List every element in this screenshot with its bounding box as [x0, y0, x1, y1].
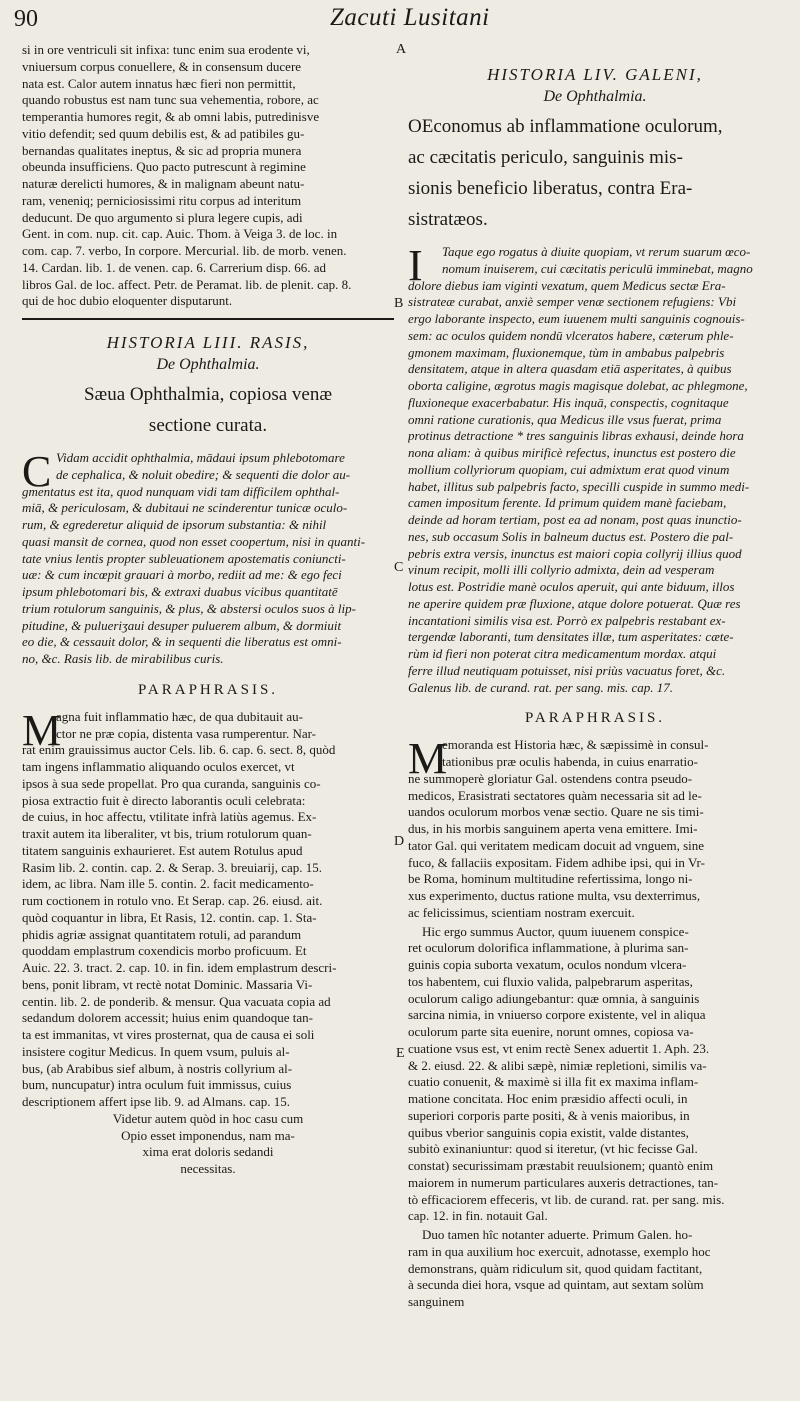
text-line: piosa extractio fuit è directo laborantis oculi celebrata: [22, 792, 306, 808]
text-line: ipsos à sua sede propellat. Pro qua curanda, sanguinis co- [22, 775, 321, 791]
text-line: bens, ponit libram, vt rectè notat Dominic. Massaria Vi- [22, 976, 313, 992]
text-line: bus, (ab Arabibus sief album, à nostris collyrium al- [22, 1060, 293, 1076]
text-line: mollium collyriorum quopiam, cui admixtum erat quod vinum [408, 461, 730, 477]
text-line: miā, & periculosam, & dubitaui ne scinderentur tunicæ oculo- [22, 500, 348, 516]
text-line: rat enim grauissimus auctor Cels. lib. 6. cap. 6. sect. 8, quòd [22, 742, 336, 758]
text-line: incantationi similis visa est. Porrò ex palpebris restabant ex- [408, 612, 726, 628]
text-line: tò efficaciorem effeceris, vt lib. de curand. rat. per sang. mis. [408, 1191, 725, 1207]
text-line: nomum inuiserem, cui cæcitatis periculū imminebat, magno [442, 260, 753, 276]
lead-line: sectione curata. [148, 415, 268, 436]
historia-54-lead [408, 114, 782, 232]
text-line: agna fuit inflammatio hæc, de qua dubitauit au- [56, 708, 303, 724]
text-line: traxit autem ita liberaliter, vt bis, trium rotulorum quan- [22, 826, 312, 841]
text-line: pitudine, & pulueriʒaui desuper puluerem album, & dormiuit [22, 617, 342, 633]
text-line: phidis agriæ assignat quantitatem rotuli, ad parandum [22, 926, 302, 942]
text-line: ne aperire quidem præ fluxione, atque dolore potuerat. Quæ res [408, 595, 741, 611]
text-line: ne summoperè gloriatur Gal. ostendens contra pseudo- [408, 770, 693, 786]
text-line: vniuersum corpus conuellere, & in consensum ducere [22, 58, 302, 74]
page-header [0, 0, 800, 40]
paraphrasis-paragraph-3 [408, 1227, 782, 1311]
closing-lines [22, 1111, 394, 1178]
text-line: cuatione vsus est, vt enim rectè Senex aduertit 1. Aph. 23. [408, 1040, 710, 1056]
text-line: nes, sub occasum Solis in balneum ductus est. Postero die pal- [408, 528, 734, 544]
text-line: oborta caligine, ægrotus magis magisque dolebat, ac phlegmone, [408, 378, 748, 393]
text-line: quando robustus est nam tunc sua vehementia, robore, ac [22, 92, 319, 108]
text-line: subitò exinaniuntur: quod si iteretur, (vt hic fecisse Gal. [408, 1141, 698, 1157]
text-line: quoddam emplastrum coxendicis morbo proficuum. Et [22, 943, 307, 959]
text-line: sistrateæ curabat, anxiè semper venæ sectionem refugiens: Vbi [408, 294, 737, 310]
text-line: guinis copia suborta vexatum, oculos nondum vlcera- [408, 957, 687, 972]
text-line: tergendæ laboranti, tum densitates illæ, tum asperitates: cæte- [408, 629, 734, 645]
text-line: Vidam accidit ophthalmia, mādaui ipsum phlebotomare [56, 450, 345, 465]
text-line: omni ratione curationis, qua Medicus ille vsus fuerat, prima [408, 411, 722, 427]
text-line: constat) securissimam præstabit reuulsionem; quantò enim [408, 1158, 714, 1173]
text-line: cuatio conuenit, & maximè si illa fit ex maxima inflam- [408, 1074, 699, 1090]
margin-letter-e: E [396, 1046, 405, 1061]
text-line: 14. Cardan. lib. 1. de venen. cap. 6. Carrerium disp. 66. ad [22, 259, 326, 275]
text-line: medicos, Erasistrati sectatores quàm necessaria sit ad le- [408, 787, 702, 803]
text-line: lotus est. Postridie manè oculos aperuit, qui ante biduum, illos [408, 579, 735, 594]
running-head: Zacuti Lusitani [330, 4, 490, 31]
text-line: sem: ac oculos quidem nondū vlceratos habere, cæterum phle- [408, 327, 734, 343]
text-line: ac felicissimus, scientiam nostram exercuit. [408, 904, 635, 920]
text-line: tos habentem, cui fluxio valida, palpebrarum asperitas, [408, 973, 693, 989]
text-line: tam ingens inflammatio aliquando oculos exercet, vt [22, 759, 295, 774]
text-line: centin. lib. 2. de ponderib. & mensur. Qua vacuata copia ad [22, 993, 331, 1009]
text-line: bum, nuncupatur) intra oculum fuit immissus, cuius [22, 1077, 292, 1093]
paraphrasis-paragraph-2 [408, 924, 782, 1226]
text-line: uandos oculorum morbos venæ sectio. Quare ne sis timi- [408, 804, 704, 820]
text-line: Taque ego rogatus à diuite quopiam, vt rerum suarum œco- [442, 244, 751, 259]
historia-53-subtitle: De Ophthalmia. [156, 356, 260, 373]
text-line: gmonem maximam, fluxionemque, tùm in ambabus palpebris [408, 344, 725, 360]
drop-cap: I [408, 241, 423, 290]
text-line: protinus detractione * tres sanguinis libras exhausi, deinde hora [408, 428, 744, 444]
text-line: pebris extra versis, inunctus est maiori copia collyrij illius quod [408, 545, 742, 561]
text-line: sarcina nimia, in vniuerso corpore existente, vel in aliqua [408, 1007, 706, 1023]
text-line: gmentatus est ita, quod nunquam vidi tam difficilem ophthal- [22, 483, 340, 499]
text-line: titatem sanguinis exhaurieret. Est autem Rotulus apud [22, 842, 303, 858]
text-line: de cephalica, & noluit obedire; & sequenti die dolor au- [56, 466, 351, 482]
text-line: descriptionem affert ipse lib. 9. ad Almans. cap. 15. [22, 1094, 290, 1109]
text-line: ctor ne præ copia, distenta vasa rumperentur. Nar- [56, 725, 317, 741]
text-line: fluxioneque exacerbabatur. His inquā, conspectis, cognitaque [408, 394, 729, 410]
left-column [22, 42, 394, 1178]
text-line: tate vnius lentis propter subleuationem apostematis coniuncti- [22, 550, 346, 566]
text-line: com. cap. 7. verbo, In corpore. Mercurial. lib. de morb. venen. [22, 243, 347, 258]
paraphrasis-title-right: PARAPHRASIS. [524, 710, 666, 727]
text-line: de cuius, in hoc affectu, vtilitate infrà latiùs agemus. Ex- [22, 809, 317, 825]
text-line: libros Gal. de loc. affect. Petr. de Peramat. lib. de plenit. cap. 8. [22, 276, 352, 292]
text-line: si in ore ventriculi sit infixa: tunc enim sua erodente vi, [22, 42, 310, 57]
text-line: idem, ac libra. Nam ille 5. contin. 2. facit medicamento- [22, 876, 314, 892]
text-line: dus, in his morbis sanguinem aperta vena emittere. Imi- [408, 821, 698, 836]
text-line: nata est. Calor autem innatus hæc fieri non permittit, [22, 75, 296, 91]
lead-line: Sæua Ophthalmia, copiosa venæ [83, 384, 333, 405]
text-line: Hic ergo summus Auctor, quum iuuenem conspice- [422, 923, 689, 939]
text-line: Duo tamen hîc notanter aduerte. Primum Galen. ho- [422, 1227, 693, 1242]
text-line: à secunda diei hora, vsque ad quintam, aut sextam solùm [408, 1277, 704, 1293]
text-line: dolore diebus iam viginti vexatum, quem Medicus sectæ Era- [408, 277, 726, 293]
historia-53-lead [22, 382, 394, 438]
text-line: rum, & egrederetur aliquid de ipsorum substantia: & nihil [22, 517, 327, 532]
text-line: maiorem in numerum particulares auxeris detractiones, tan- [408, 1174, 719, 1190]
right-column [408, 42, 782, 1311]
text-line: trium rotulorum sanguinis, & plus, & abstersi oculos suos à lip- [22, 600, 356, 616]
lead-line: ac cæcitatis periculo, sanguinis mis- [408, 147, 683, 168]
text-line: Galenus lib. de curand. rat. per sang. mis. cap. 17. [408, 679, 674, 695]
margin-letter-d: D [394, 834, 405, 849]
text-line: obeunda insufficiens. Quo pacto putrescunt à regimine [22, 159, 306, 175]
text-line: ferre illud neutiquam potuisset, nisi priùs vacuatus foret, &c. [408, 662, 726, 678]
text-line: emoranda est Historia hæc, & sæpissimè in consul- [442, 737, 709, 753]
text-line: tator Gal. qui veritatem medicam docuit ad vnguem, sine [408, 837, 705, 853]
text-line: deinde ad horam tertiam, post ea ad nonam, post quas inunctio- [408, 512, 742, 527]
text-line: ram in qua auxilium hoc exercuit, adnotasse, exemplo hoc [408, 1243, 711, 1259]
historia-54-body [408, 241, 782, 696]
text-line: deducunt. De quo argumento si plura legere cupis, adi [22, 209, 303, 225]
text-line: temperantia humores regit, & ab omni labis, putredinisve [22, 109, 320, 124]
text-line: densitatem, atque in altera quasdam etiā asperitates, à quibus [408, 361, 732, 377]
drop-cap: C [22, 447, 52, 496]
text-line: no, &c. Rasis lib. de mirabilibus curis. [22, 651, 224, 666]
text-line: tationibus præ oculis habenda, in cuius enarratio- [442, 754, 698, 769]
text-line: rùm id fieri non poterat citra medicamentum mordax. atqui [408, 646, 717, 661]
text-line: naturæ derelicti humores, & in malignam abeunt natu- [22, 176, 305, 191]
text-line: uæ: & cum incœpit grauari à morbo, rediit ad me: & ego feci [22, 567, 342, 583]
closing-line: Videtur autem quòd in hoc casu cum [112, 1110, 304, 1126]
margin-letter-a: A [396, 42, 407, 57]
paraphrasis-body-left [22, 705, 394, 1111]
text-line: ergo laborante inspecto, eum iuuenem multi sanguinis cognouis- [408, 311, 745, 326]
text-line: & 2. eiusd. 22. & alibi sæpè, nimiæ repletioni, similis va- [408, 1057, 707, 1073]
text-line: bernandas qualitates ineptus, & sic ad propria munera [22, 142, 302, 158]
text-line: sanguinem [408, 1294, 465, 1309]
drop-cap: M [22, 705, 62, 755]
text-line: xus experimento, ductus ratione multa, vsu dexterrimus, [408, 888, 701, 903]
text-line: quibus vberior sanguinis copia existit, valde distantes, [408, 1124, 689, 1140]
historia-54-title: HISTORIA LIV. GALENI, [487, 65, 703, 84]
text-line: fuco, & fallaciis expositam. Fidem adhibe ipsi, qui in Vr- [408, 854, 705, 870]
text-line: ret oculorum dolorifica inflammatione, à plurima san- [408, 940, 689, 956]
drop-cap: M [408, 734, 448, 784]
text-line: ram, veneniq; perniciosissimi ritu corpus ad interitum [22, 192, 302, 208]
paraphrasis-body-right [408, 734, 782, 921]
page-number: 90 [14, 6, 38, 32]
text-line: quasi mansit de cornea, quod non esset coopertum, nisi in quanti- [22, 533, 366, 549]
margin-letter-c: C [394, 560, 404, 575]
historia-54-subtitle: De Ophthalmia. [543, 88, 647, 105]
text-line: Auic. 22. 3. tract. 2. cap. 10. in fin. idem emplastrum descri- [22, 960, 337, 975]
continuation-text [22, 42, 394, 310]
text-line: insistere cogitur Medicus. In quem vsum, puluis al- [22, 1043, 290, 1059]
historia-53-body [22, 447, 394, 668]
section-rule [22, 318, 394, 320]
text-line: superiori corporis parte positi, & à venis maioribus, in [408, 1107, 690, 1123]
text-line: oculorum parte sita euenire, norunt omnes, copiosa va- [408, 1024, 694, 1039]
lead-line: sistratæos. [408, 209, 488, 230]
text-line: quòd coquantur in libra, Et Rasis, 12. contin. cap. 1. Sta- [22, 909, 317, 925]
text-line: matione concitata. Hoc enim præsidio affecti oculi, in [408, 1091, 688, 1106]
text-line: nona aliam: à quibus mirificè refectus, inunctus est postero die [408, 445, 736, 460]
text-line: cap. 12. in fin. notauit Gal. [408, 1208, 548, 1224]
text-line: ta est immanitas, vt vires prosternat, qua de causa ei soli [22, 1027, 315, 1042]
text-line: ipsum phlebotomari bis, & extraxi duabus vicibus quantitatē [22, 584, 338, 599]
text-line: habet, illitus sub palpebris facto, specilli cuspide in summo medi- [408, 478, 750, 494]
text-line: demonstrans, quàm ridiculum sit, quod quidam factitant, [408, 1260, 703, 1276]
text-line: qui de hoc dubio eloquenter disputarunt. [22, 293, 233, 309]
text-line: vitio defendit; sed quum debilis est, & ad patibiles gu- [22, 125, 305, 141]
lead-line: sionis beneficio liberatus, contra Era- [408, 178, 693, 199]
text-line: Gent. in com. nup. cit. cap. Auic. Thom. à Veiga 3. de loc. in [22, 226, 338, 242]
text-line: camen impositum ferente. Id primum quidem manè faciebam, [408, 495, 727, 511]
paraphrasis-title-left: PARAPHRASIS. [137, 681, 279, 698]
closing-line: Opio esset imponendus, nam ma- [121, 1127, 295, 1143]
closing-line: xima erat doloris sedandi [142, 1144, 274, 1160]
margin-letter-b: B [394, 296, 404, 311]
text-line: vinum recipit, molli illi collyrio admixta, dein ad vesperam [408, 562, 715, 578]
text-line: sedandum dolorem accessit; huius enim quandoque tan- [22, 1010, 313, 1026]
text-line: Rasim lib. 2. contin. cap. 2. & Serap. 3. breuiarij, cap. 15. [22, 859, 323, 875]
text-line: oculorum caligo adiungebantur: quæ omnia, à sanguinis [408, 990, 700, 1006]
text-line: be Roma, hominum multitudine refertissima, longo ni- [408, 871, 693, 887]
text-line: rum coctionem in rotulo vno. Et Serap. cap. 26. eiusd. ait. [22, 893, 323, 908]
text-line: eo die, & cessauit dolor, & in sequenti die liberatus est omni- [22, 634, 342, 650]
historia-53-title: HISTORIA LIII. RASIS, [106, 333, 310, 352]
lead-line: OEconomus ab inflammatione oculorum, [408, 116, 723, 137]
closing-line: necessitas. [180, 1161, 236, 1176]
